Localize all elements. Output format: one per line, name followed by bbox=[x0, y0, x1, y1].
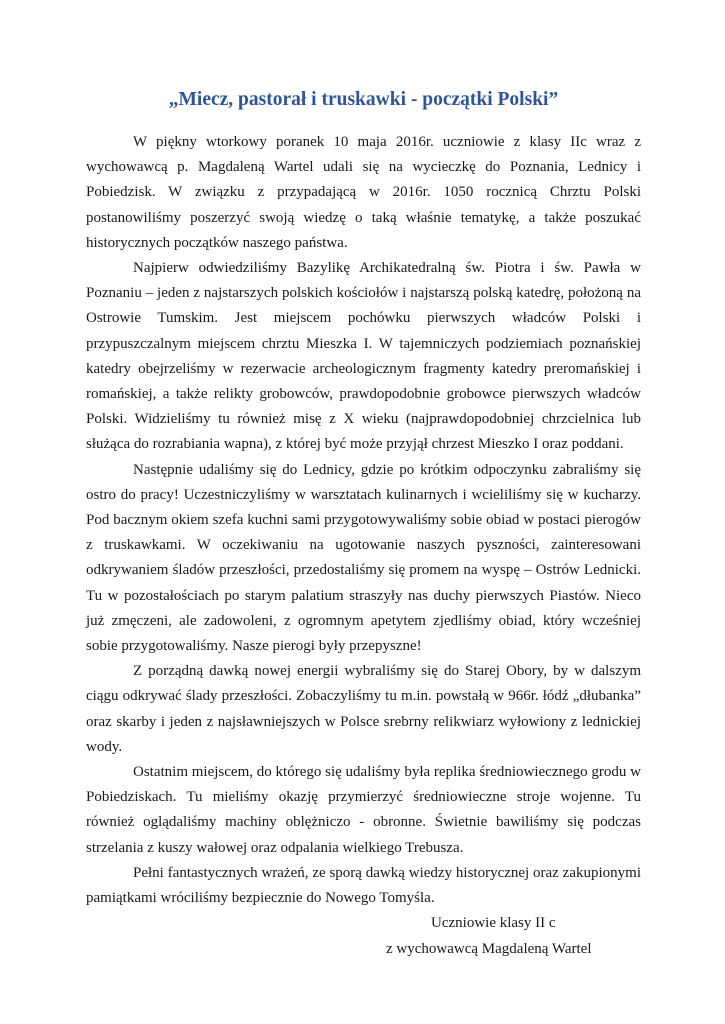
paragraph-3: Następnie udaliśmy się do Lednicy, gdzie po krótkim odpoczynku zabraliśmy się ostro do pracy! Uczestniczyliśmy w warsztatach kulinarnych i wcieliliśmy się w kucharzy. Pod bacznym okiem szefa kuchni sami przygotowywaliśmy sobie obiad w postaci pierogów z truskawkami. W oczekiwaniu na ugotowanie naszych pyszności, zainteresowani odkrywaniem śladów przeszłości, przedostaliśmy się promem na wyspę – Ostrów Lednicki. Tu w pozostałościach po starym palatium straszyły nas duchy pierwszych Piastów. Nieco już zmęczeni, ale zadowoleni, z ogromnym apetytem zjedliśmy obiad, który wcześniej sobie przygotowaliśmy. Nasze pierogi były przepyszne! bbox=[86, 461, 641, 655]
signature-line-2: z wychowawcą Magdaleną Wartel bbox=[386, 940, 592, 957]
paragraph-6: Pełni fantastycznych wrażeń, ze sporą dawką wiedzy historycznej oraz zakupionymi pamiątkami wróciliśmy bezpiecznie do Nowego Tomyśla. bbox=[86, 864, 641, 907]
paragraph-5: Ostatnim miejscem, do którego się udaliśmy była replika średniowiecznego grodu w Pobiedziskach. Tu mieliśmy okazję przymierzyć średniowieczne stroje wojenne. Tu również oglądaliśmy machiny oblężniczo - obronne. Świetnie bawiliśmy się podczas strzelania z kuszy wałowej oraz odpalania wielkiego Trebusza. bbox=[86, 764, 641, 856]
paragraph-1: W piękny wtorkowy poranek 10 maja 2016r. uczniowie z klasy IIc wraz z wychowawcą p. Magdaleną Wartel udali się na wycieczkę do Poznania, Lednicy i Pobiedzisk. W związku z przypadającą w 2016r. 1050 rocznicą Chrztu Polski postanowiliśmy poszerzyć swoją wiedzę o taką właśnie tematykę, a także poszukać historycznych początków naszego państwa. bbox=[86, 134, 641, 251]
paragraph-4: Z porządną dawką nowej energii wybraliśmy się do Starej Obory, by w dalszym ciągu odkrywać ślady przeszłości. Zobaczyliśmy tu m.in. powstałą w 966r. łódź „dłubanka” oraz skarby i jeden z najsławniejszych w Polsce srebrny relikwiarz wyłowiony z lednickiej wody. bbox=[86, 663, 641, 755]
signature-line-1: Uczniowie klasy II c bbox=[431, 915, 556, 932]
document-title: „Miecz, pastorał i truskawki - początki Polski” bbox=[168, 89, 559, 110]
paragraph-2: Najpierw odwiedziliśmy Bazylikę Archikatedralną św. Piotra i św. Pawła w Poznaniu – jeden z najstarszych polskich kościołów i najstarszą polską katedrę, położoną na Ostrowie Tumskim. Jest miejscem pochówku pierwszych władców Polski i przypuszczalnym miejscem chrztu Mieszka I. W tajemniczych podziemiach poznańskiej katedry obejrzeliśmy w rezerwacie archeologicznym fragmenty katedry preromańskiej i romańskiej, a także relikty grobowców, prawdopodobnie grobowce pierwszych władców Polski. Widzieliśmy tu również misę z X wieku (najprawdopodobniej chrzcielnica lub służąca do rozrabiania wapna), z której być może przyjął chrzest Mieszko I oraz poddani. bbox=[86, 260, 641, 453]
